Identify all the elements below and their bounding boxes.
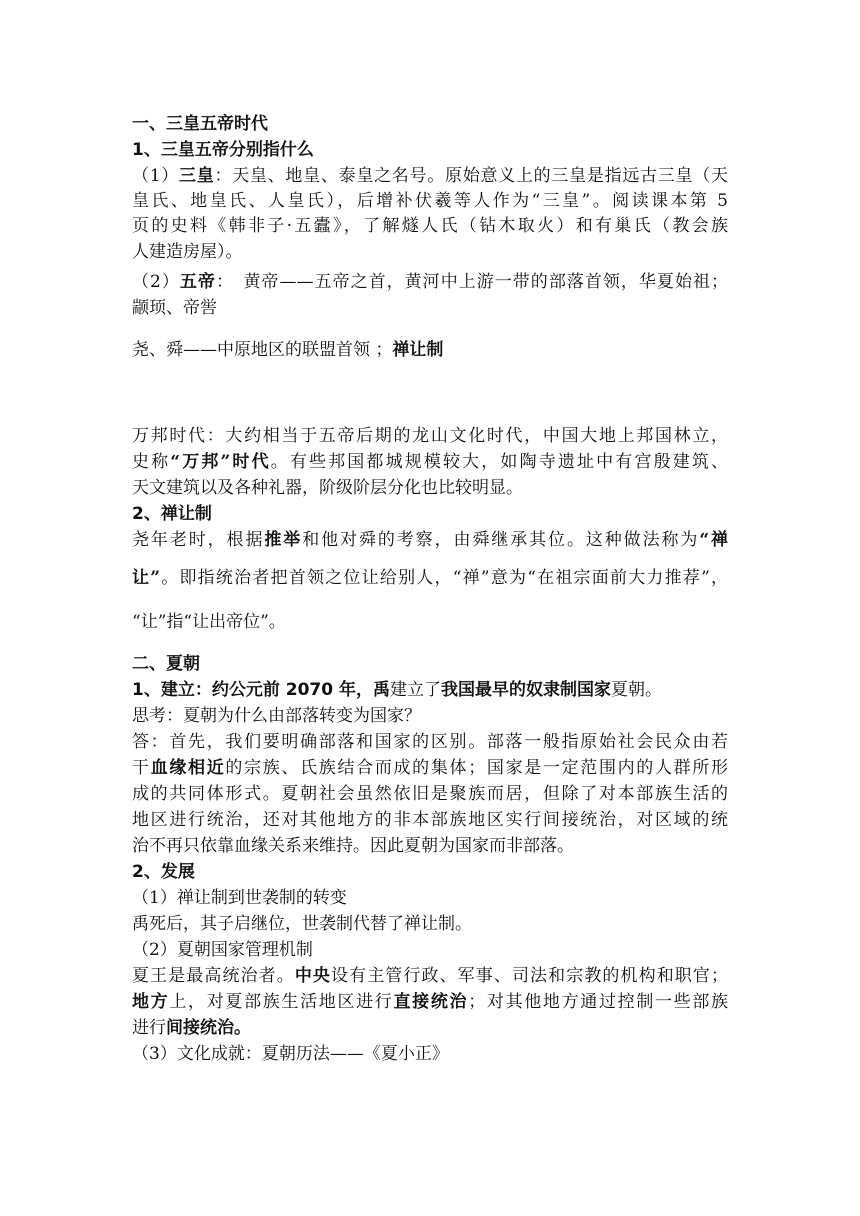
founding-label: 1、建立：约公元前 2070 年，	[132, 680, 373, 700]
paragraph-shanrang-line3: “让”指“让出帝位”。	[132, 612, 286, 632]
text-segment: 。即指统治者把首领之位让给别人，“禅”意为“在祖宗面前大力推荐”，	[160, 568, 728, 588]
text-segment: ；对其他地方通过控制一些部族	[468, 992, 729, 1012]
term-direct-rule: 直接统治	[393, 992, 469, 1012]
text-segment: 尧年老时，根据	[132, 530, 265, 550]
paragraph-answer-line5: 治不再只依靠血缘关系来维持。因此夏朝为国家而非部落。	[132, 836, 574, 856]
paragraph-sanhuang-line1	[132, 164, 728, 188]
paragraph-think-question: 思考：夏朝为什么由部落转变为国家？	[132, 706, 421, 726]
text-segment: 干	[132, 758, 151, 778]
paragraph-answer-line4: 地区进行统治，还对其他地方的非本部族地区实行间接统治，对区域的统	[132, 810, 728, 830]
text-segment: 和他对舜的考察，由舜继承其位。这种做法称为	[302, 530, 700, 550]
paragraph-answer-line2	[132, 756, 728, 780]
list-prefix: （2）	[132, 272, 180, 292]
section-heading-sanhuang-wudi: 一、三皇五帝时代	[132, 114, 268, 134]
paragraph-shanrang-line1	[132, 528, 728, 552]
paragraph-sanhuang-line2: 皇氏、地皇氏、人皇氏），后增补伏羲等人作为“三皇”。阅读课本第 5	[132, 191, 728, 211]
paragraph-hereditary: 禹死后，其子启继位，世袭制代替了禅让制。	[132, 914, 472, 934]
term-wudi: 五帝	[179, 272, 216, 292]
paragraph-governance-line2	[132, 990, 728, 1014]
text-segment: 设有主管行政、军事、司法和宗教的机构和职官；	[331, 966, 728, 986]
text-segment: 建立了	[389, 680, 441, 700]
subheading-hereditary-transition: （1）禅让制到世袭制的转变	[132, 888, 347, 908]
text-segment: 进行	[132, 1018, 166, 1038]
paragraph-wanbang-line3: 天文建筑以及各种礼器，阶级阶层分化也比较明显。	[132, 478, 523, 498]
paragraph-sanhuang-line3: 页的史料《韩非子·五蠹》，了解燧人氏（钻木取火）和有巢氏（教会族	[132, 216, 728, 236]
paragraph-wudi-line2: 颛顼、帝喾	[132, 298, 217, 318]
text-segment: 史称	[132, 452, 171, 472]
term-sanhuang: 三皇	[179, 166, 215, 186]
paragraph-governance-line1	[132, 964, 728, 988]
text-segment: 。有些邦国都城规模较大，如陶寺遗址中有宫殷建筑、	[270, 452, 729, 472]
subheading-shanrang: 2、禅让制	[132, 504, 212, 524]
term-rang: 让”	[132, 568, 160, 588]
paragraph-governance-line3	[132, 1016, 251, 1040]
text-segment: 尧、舜——中原地区的联盟首领 ；	[132, 340, 393, 360]
text-segment: 夏朝。	[610, 680, 662, 700]
term-local: 地方	[132, 992, 170, 1012]
subheading-development: 2、发展	[132, 862, 195, 882]
term-first-slave-state: 我国最早的奴隶制国家	[440, 680, 611, 700]
text-segment: ： 黄帝——五帝之首，黄河中上游一带的部落首领，华夏始祖；	[215, 272, 729, 292]
term-shanrang: 禅让制	[392, 340, 444, 360]
text-segment: 夏王是最高统治者。	[132, 966, 295, 986]
paragraph-answer-line1: 答：首先，我们要明确部落和国家的区别。部落一般指原始社会民众由若	[132, 732, 728, 752]
text-segment: 上，对夏部族生活地区进行	[169, 992, 394, 1012]
subheading-governance: （2）夏朝国家管理机制	[132, 940, 313, 960]
paragraph-wanbang-line1: 万邦时代：大约相当于五帝后期的龙山文化时代，中国大地上邦国林立，	[132, 426, 728, 446]
paragraph-wudi-line1	[132, 270, 728, 294]
paragraph-cultural-achievement: （3）文化成就：夏朝历法——《夏小正》	[132, 1044, 449, 1064]
list-prefix: （1）	[132, 166, 180, 186]
term-blood-relation: 血缘相近	[150, 758, 226, 778]
term-indirect-rule: 间接统治。	[166, 1018, 251, 1038]
paragraph-wudi-line3	[132, 338, 443, 362]
term-shan: “禅	[699, 530, 729, 550]
term-wanbang: “万邦”时代	[170, 452, 271, 472]
paragraph-xia-founding	[132, 678, 662, 702]
paragraph-answer-line3: 成的共同体形式。夏朝社会虽然依旧是聚族而居，但除了对本部族生活的	[132, 784, 728, 804]
text-segment: 的宗族、氏族结合而成的集体；国家是一定范围内的人群所形	[225, 758, 729, 778]
term-tuiju: 推举	[264, 530, 303, 550]
paragraph-shanrang-line2	[132, 566, 728, 590]
paragraph-sanhuang-line4: 人建造房屋）。	[132, 242, 243, 262]
paragraph-wanbang-line2	[132, 450, 728, 474]
term-central: 中央	[294, 966, 332, 986]
term-yu: 禹	[372, 680, 390, 700]
text-segment: ：天皇、地皇、泰皇之名号。原始意义上的三皇是指远古三皇（天	[214, 166, 728, 186]
section-heading-xia: 二、夏朝	[132, 654, 200, 674]
subheading-sanhuang-wudi-meaning: 1、三皇五帝分别指什么	[132, 140, 314, 160]
